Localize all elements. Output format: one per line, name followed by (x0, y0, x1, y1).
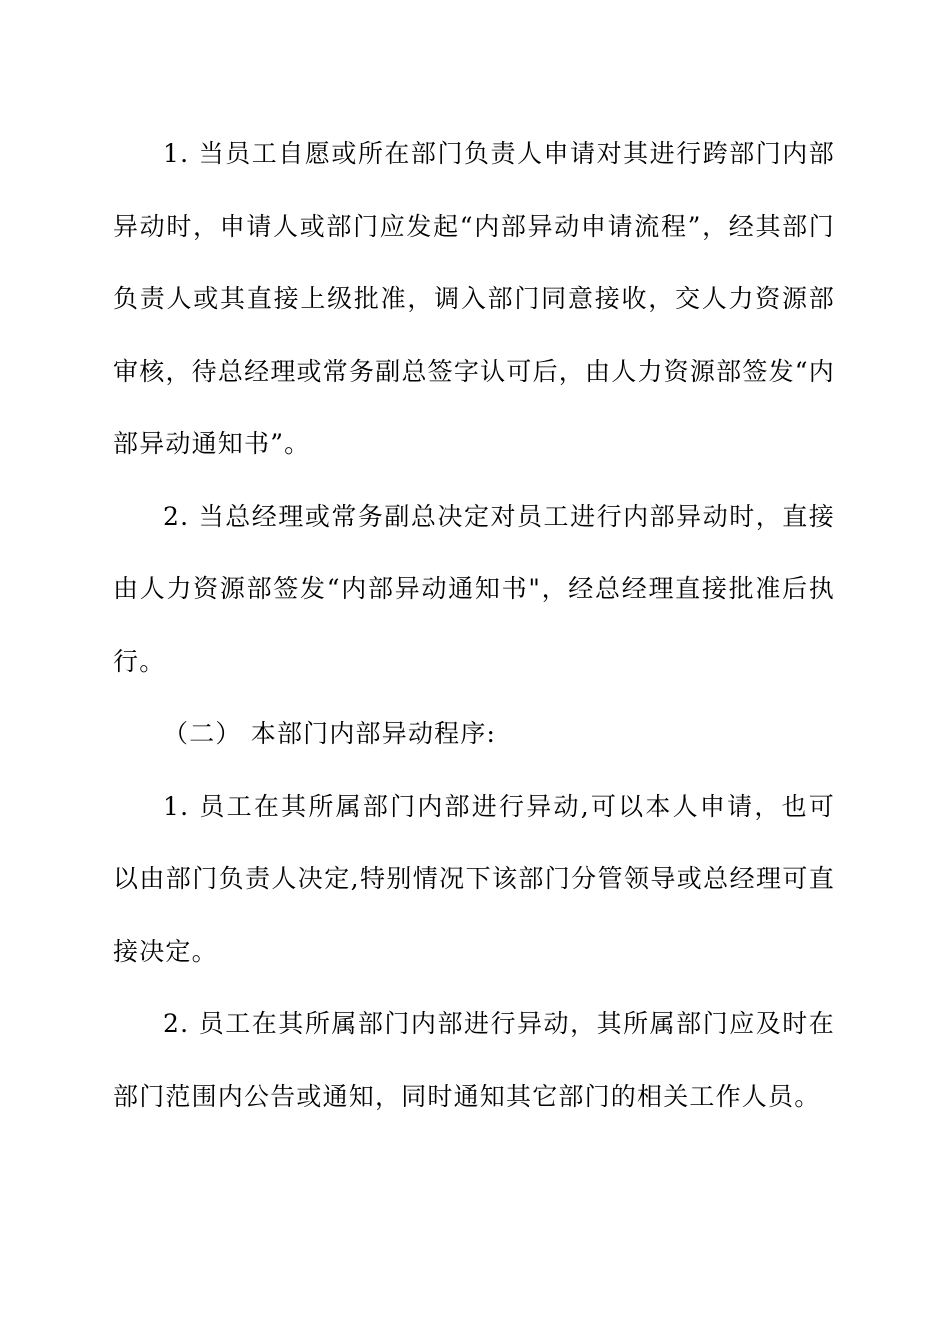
document-body (113, 118, 835, 1133)
paragraph-manager-decision: 2. 当总经理或常务副总决定对员工进行内部异动时，直接由人力资源部签发“内部异动通知书"，经总经理直接批准后执行。 (113, 501, 835, 676)
paragraph-department-notice: 2. 员工在其所属部门内部进行异动，其所属部门应及时在部门范围内公告或通知，同时通知其它部门的相关工作人员。 (113, 1009, 835, 1111)
section-heading-internal-transfer: （二） 本部门内部异动程序: (163, 719, 497, 748)
paragraph-cross-department-application: 1. 当员工自愿或所在部门负责人申请对其进行跨部门内部异动时，申请人或部门应发起“内部异动申请流程”，经其部门负责人或其直接上级批准，调入部门同意接收，交人力资源部审核，待总经理或常务副总签字认可后，由人力资源部签发“内部异动通知书”。 (113, 139, 835, 458)
paragraph-employee-internal-transfer: 1. 员工在其所属部门内部进行异动,可以本人申请，也可以由部门负责人决定,特别情况下该部门分管领导或总经理可直接决定。 (113, 791, 835, 966)
